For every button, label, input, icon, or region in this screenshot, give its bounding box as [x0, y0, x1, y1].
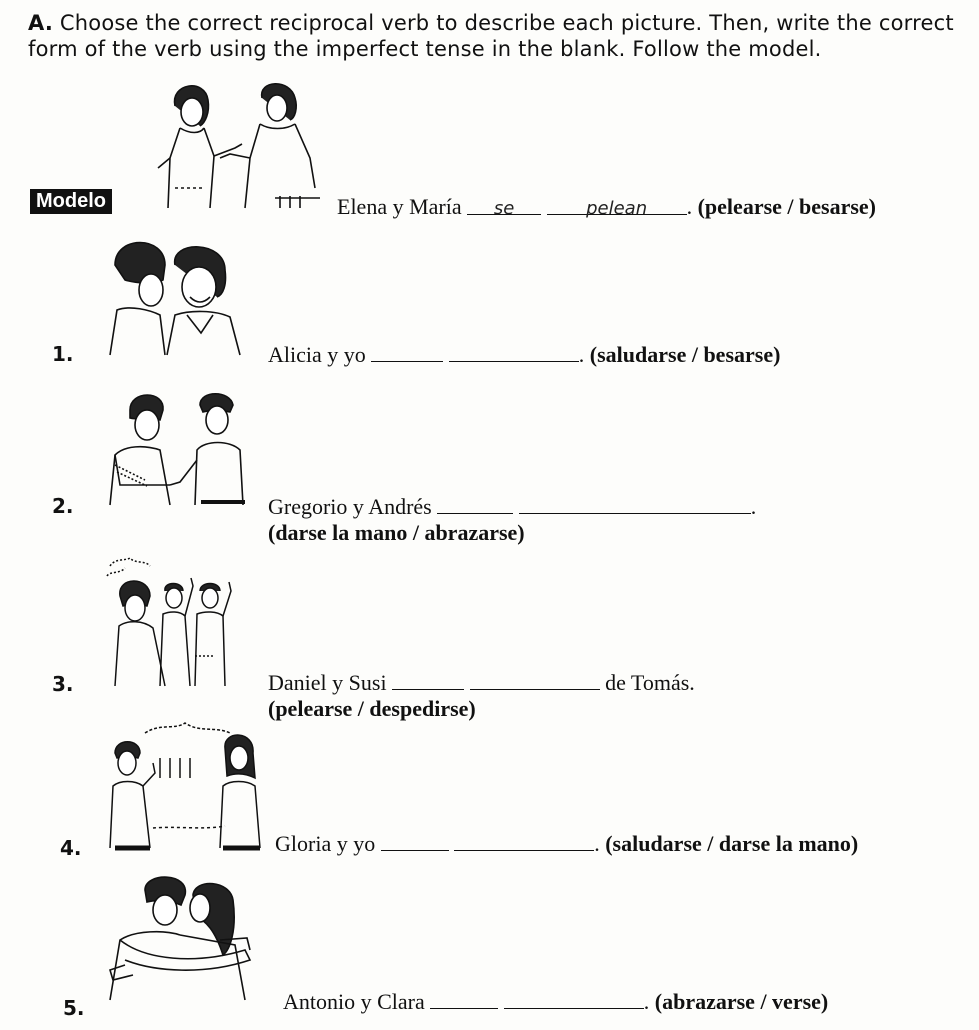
model-answer-1: se: [493, 198, 515, 219]
model-answer-2: pelean: [586, 198, 648, 219]
item-4-blank-2[interactable]: [454, 830, 594, 851]
model-blank-2: [547, 194, 687, 219]
item-1-subject: Alicia y yo: [268, 342, 366, 367]
item-1-blank-2[interactable]: [449, 341, 579, 362]
item-1-choices: (saludarse / besarse): [589, 342, 781, 367]
item-4-subject: Gloria y yo: [275, 831, 376, 856]
item-1-sentence: [268, 341, 780, 368]
couple-kissing-cheek-illustration: [105, 235, 245, 360]
item-1-blank-1[interactable]: [371, 341, 443, 362]
item-4-end: .: [594, 831, 600, 856]
item-5-blank-2[interactable]: [504, 988, 644, 1009]
item-3-number: 3.: [52, 672, 74, 696]
instructions: [28, 10, 958, 62]
model-two-women-arguing-illustration: [150, 78, 325, 213]
item-1-number: 1.: [52, 342, 74, 366]
model-subject: Elena y María: [337, 194, 462, 219]
model-end: .: [686, 194, 693, 219]
item-3-blank-1[interactable]: [392, 669, 464, 690]
modelo-badge: Modelo: [30, 189, 112, 214]
item-4-sentence: [275, 830, 858, 857]
item-5-sentence: [283, 988, 828, 1015]
item-2-blank-2[interactable]: [519, 493, 751, 514]
item-5-end: .: [643, 989, 650, 1014]
model-blank-1: [467, 194, 541, 219]
item-3-subject: Daniel y Susi: [268, 670, 387, 695]
item-3-after: de Tomás.: [605, 670, 695, 695]
item-3-sentence: [268, 669, 695, 696]
item-2-blank-1[interactable]: [437, 493, 513, 514]
item-3-choices: (pelearse / despedirse): [268, 696, 476, 721]
friends-waving-goodbye-illustration: [105, 556, 245, 688]
model-choices: (pelearse / besarse): [697, 194, 876, 219]
section-label: A.: [28, 11, 54, 35]
item-1-end: .: [578, 342, 585, 367]
item-3-blank-2[interactable]: [470, 669, 600, 690]
item-5-blank-1[interactable]: [430, 988, 498, 1009]
item-5-subject: Antonio y Clara: [283, 989, 425, 1014]
item-2-end: .: [750, 494, 757, 519]
item-2-sentence: [268, 493, 756, 520]
item-5-choices: (abrazarse / verse): [654, 989, 829, 1014]
man-and-woman-greeting-illustration: [105, 718, 263, 853]
couple-hugging-illustration: [105, 870, 255, 1005]
model-sentence: [337, 194, 876, 220]
item-2-choices: (darse la mano / abrazarse): [268, 520, 525, 545]
item-4-choices: (saludarse / darse la mano): [605, 831, 859, 856]
two-men-shaking-hands-illustration: [105, 390, 245, 512]
item-4-number: 4.: [60, 836, 82, 860]
item-5-number: 5.: [63, 996, 85, 1020]
item-2-number: 2.: [52, 494, 74, 518]
instructions-text: Choose the correct reciprocal verb to describe each picture. Then, write the correct form of the verb using the imperfect tense in the blank. Follow the model.: [28, 11, 954, 61]
item-4-blank-1[interactable]: [381, 830, 449, 851]
item-2-subject: Gregorio y Andrés: [268, 494, 432, 519]
